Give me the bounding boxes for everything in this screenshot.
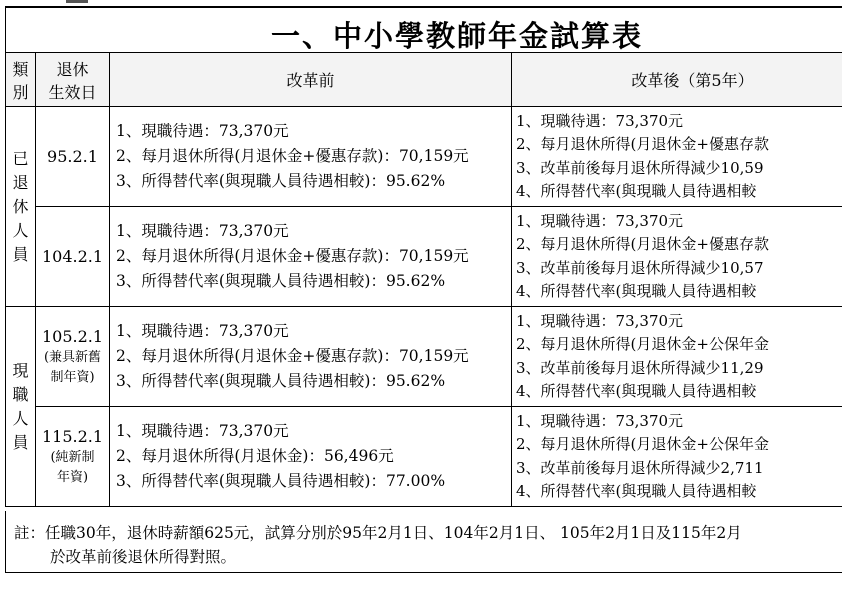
before-reform-cell: 1、現職待遇：73,370元 2、每月退休所得(月退休金)：56,496元 3、所得替代率(與現職人員待遇相較)：77.00% — [110, 407, 512, 507]
table-row — [6, 107, 842, 207]
page-title: 一、中小學教師年金試算表 — [271, 19, 644, 53]
table-row — [6, 307, 842, 407]
after-reform-cell: 1、現職待遇：73,370元 2、每月退休所得(月退休金+公保年金 3、改革前後每月退休所得減少11,29 4、所得替代率(與現職人員待遇相較 — [512, 307, 842, 407]
footnote-line-1: 註：任職30年，退休時薪額625元，試算分別於95年2月1日、104年2月1日、 105年2月1日及115年2月 — [14, 524, 742, 542]
table-row — [6, 207, 842, 307]
title-bar — [5, 6, 842, 52]
before-reform-cell: 1、現職待遇：73,370元 2、每月退休所得(月退休金+優惠存款)：70,159元 3、所得替代率(與現職人員待遇相較)：95.62% — [110, 107, 512, 207]
after-reform-cell: 1、現職待遇：73,370元 2、每月退休所得(月退休金+優惠存款 3、改革前後每月退休所得減少10,59 4、所得替代率(與現職人員待遇相較 — [512, 107, 842, 207]
effective-date-cell: 104.2.1 — [36, 207, 110, 307]
footnote-line-2: 於改革前後退休所得對照。 — [50, 548, 237, 566]
before-reform-cell: 1、現職待遇：73,370元 2、每月退休所得(月退休金+優惠存款)：70,159元 3、所得替代率(與現職人員待遇相較)：95.62% — [110, 307, 512, 407]
table-header-row — [6, 53, 842, 107]
header-category: 類 別 — [6, 53, 36, 107]
effective-date-cell: 95.2.1 — [36, 107, 110, 207]
header-after-reform: 改革後（第5年） — [512, 53, 842, 107]
footnote — [5, 511, 842, 573]
before-reform-cell: 1、現職待遇：73,370元 2、每月退休所得(月退休金+優惠存款)：70,159元 3、所得替代率(與現職人員待遇相較)：95.62% — [110, 207, 512, 307]
document-page — [5, 6, 842, 573]
header-before-reform: 改革前 — [110, 53, 512, 107]
effective-date-cell: 105.2.1 (兼具新舊 制年資) — [36, 307, 110, 407]
after-reform-cell: 1、現職待遇：73,370元 2、每月退休所得(月退休金+優惠存款 3、改革前後每月退休所得減少10,57 4、所得替代率(與現職人員待遇相較 — [512, 207, 842, 307]
top-edge-mark — [66, 0, 88, 3]
group-retired-staff: 已 退 休 人 員 — [6, 107, 36, 307]
effective-date-cell: 115.2.1 (純新制 年資) — [36, 407, 110, 507]
after-reform-cell: 1、現職待遇：73,370元 2、每月退休所得(月退休金+公保年金 3、改革前後每月退休所得減少2,711 4、所得替代率(與現職人員待遇相較 — [512, 407, 842, 507]
pension-table — [5, 52, 842, 507]
header-effective-date: 退休 生效日 — [36, 53, 110, 107]
table-row — [6, 407, 842, 507]
group-current-staff: 現 職 人 員 — [6, 307, 36, 507]
